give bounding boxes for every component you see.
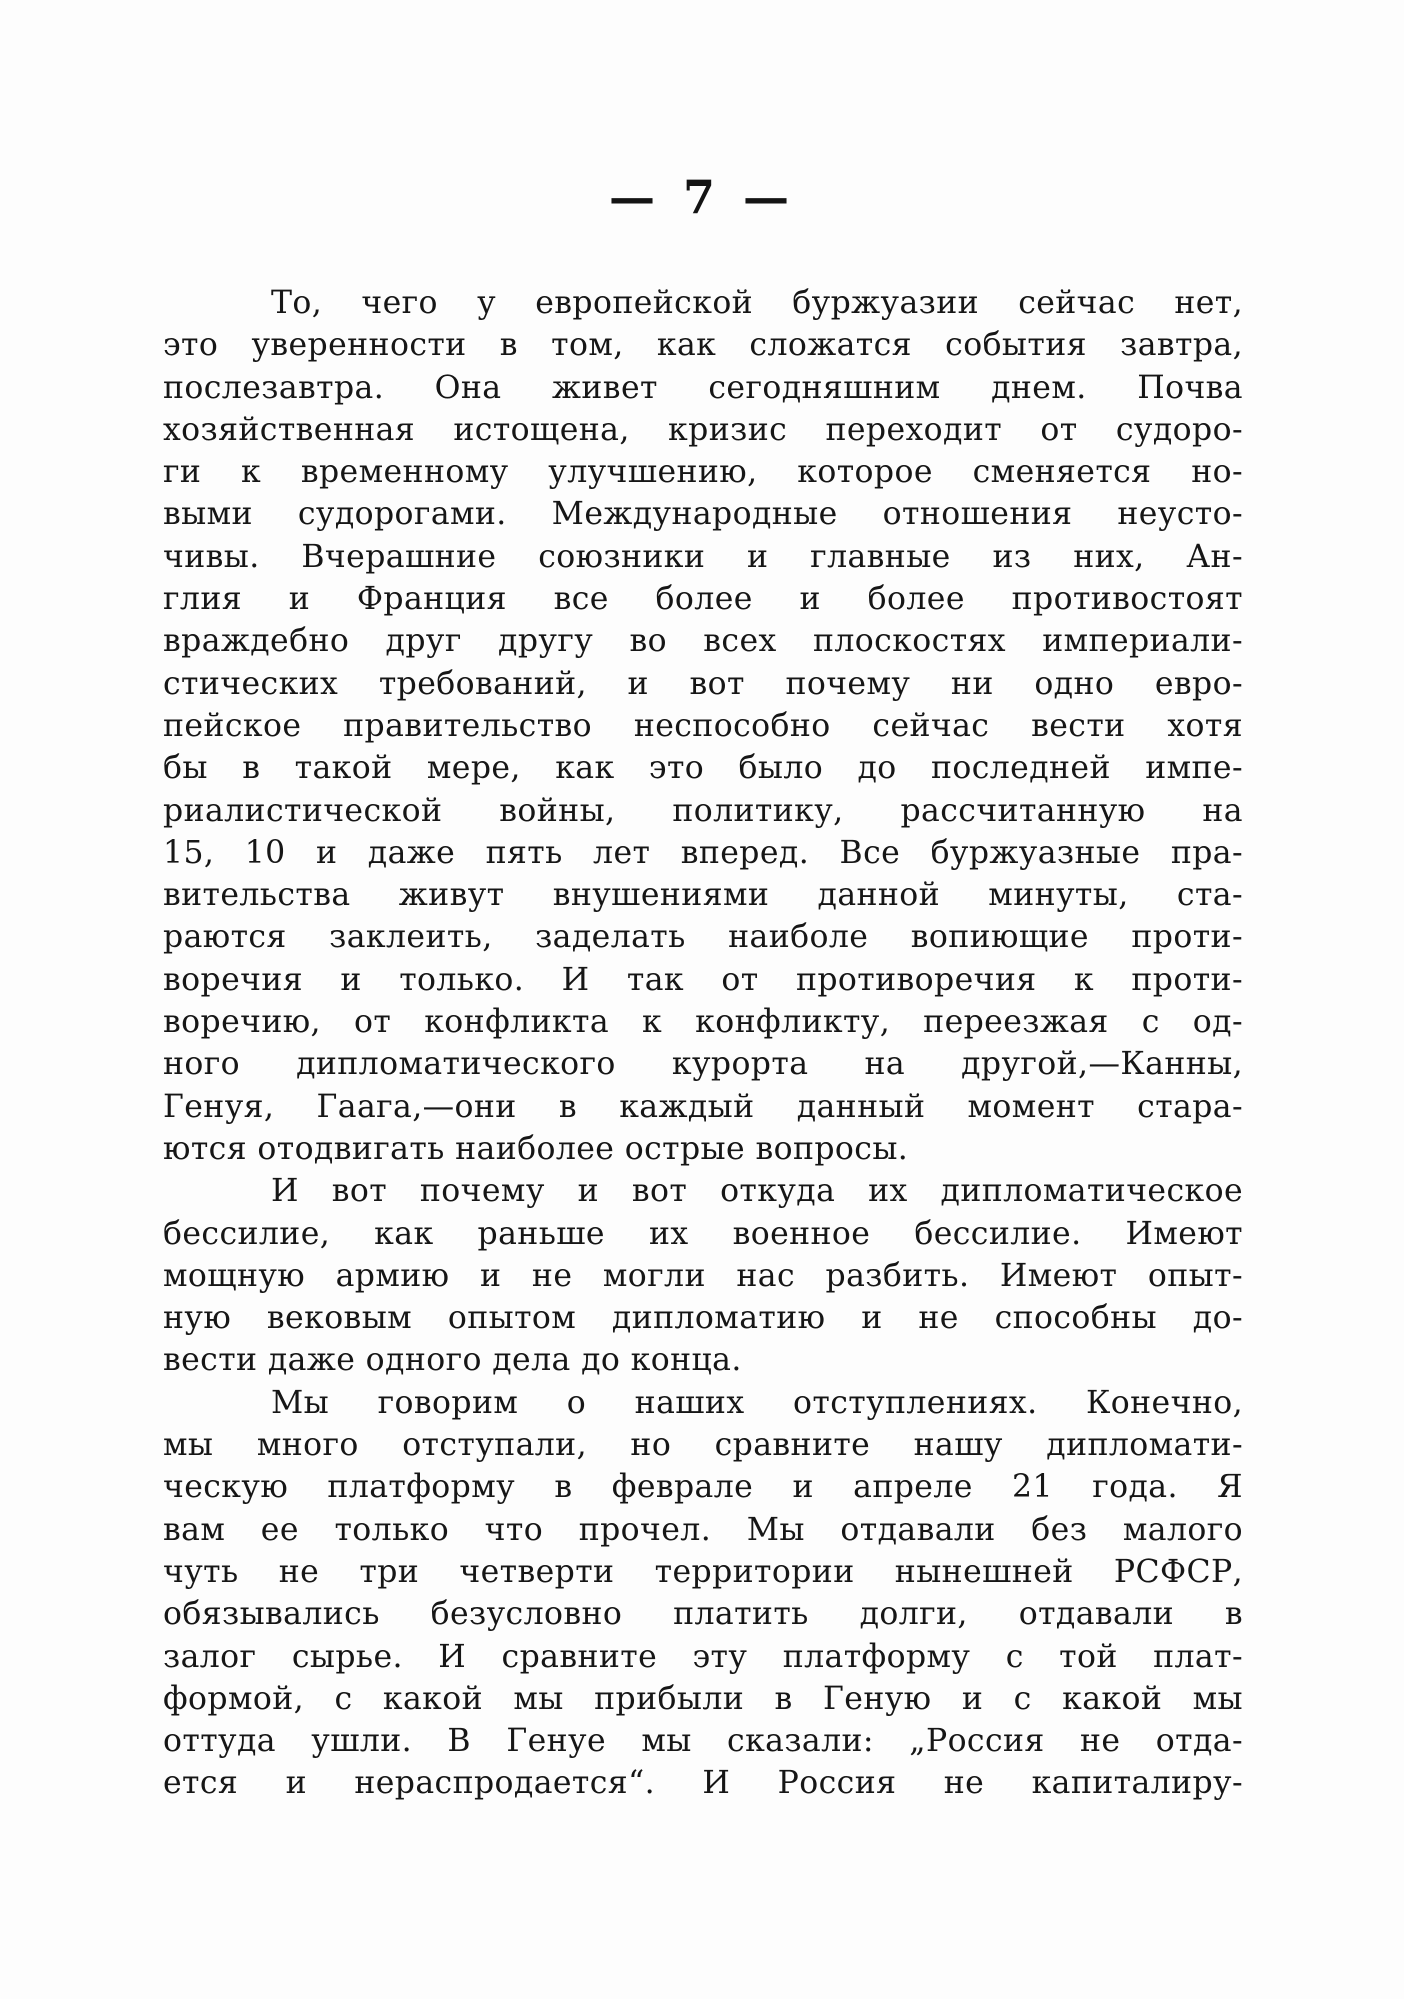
text-line: это уверенности в том, как сложатся события завтра, — [163, 327, 1243, 364]
text-line: 15, 10 и даже пять лет вперед. Все буржуазные пра- — [163, 834, 1243, 871]
text-line: ется и нераспродается“. И Россия не капиталиру- — [163, 1765, 1243, 1802]
text-line: вам ее только что прочел. Мы отдавали без малого — [163, 1511, 1243, 1548]
text-line: формой, с какой мы прибыли в Геную и с какой мы — [163, 1680, 1243, 1717]
page-number: — 7 — — [608, 170, 796, 224]
text-line: вести даже одного дела до конца. — [163, 1342, 742, 1379]
text-line: бы в такой мере, как это было до последней импе- — [163, 750, 1243, 787]
paragraph-3 — [163, 1382, 1243, 1805]
text-line: хозяйственная истощена, кризис переходит от судоро- — [163, 411, 1243, 448]
text-line: ются отодвигать наиболее острые вопросы. — [163, 1130, 909, 1167]
text-line: стических требований, и вот почему ни одно евро- — [163, 665, 1243, 702]
text-line: послезавтра. Она живет сегодняшним днем. Почва — [163, 369, 1243, 406]
text-line: оттуда ушли. В Генуе мы сказали: „Россия не отда- — [163, 1723, 1243, 1760]
text-line: мы много отступали, но сравните нашу дипломати- — [163, 1427, 1243, 1464]
text-line: ного дипломатического курорта на другой,—Канны, — [163, 1046, 1243, 1083]
text-line: враждебно друг другу во всех плоскостях империали- — [163, 623, 1243, 660]
text-line: воречия и только. И так от противоречия к проти- — [163, 961, 1243, 998]
text-line: риалистической войны, политику, рассчитанную на — [163, 792, 1243, 829]
text-line: Мы говорим о наших отступлениях. Конечно, — [271, 1384, 1243, 1421]
text-line: мощную армию и не могли нас разбить. Имеют опыт- — [163, 1257, 1243, 1294]
text-line: ческую платформу в феврале и апреле 21 года. Я — [163, 1469, 1243, 1506]
body-text — [163, 282, 1243, 1805]
text-line: вительства живут внушениями данной минуты, ста- — [163, 877, 1243, 914]
text-line: глия и Франция все более и более противостоят — [163, 581, 1243, 618]
text-line: ги к временному улучшению, которое сменяется но- — [163, 454, 1243, 491]
text-line: То, чего у европейской буржуазии сейчас нет, — [271, 285, 1243, 321]
text-line: Генуя, Гаага,—они в каждый данный момент стара- — [163, 1088, 1243, 1125]
text-line: воречию, от конфликта к конфликту, переезжая с од- — [163, 1004, 1243, 1041]
text-line: И вот почему и вот откуда их дипломатическое — [271, 1173, 1243, 1210]
text-line: обязывались безусловно платить долги, отдавали в — [163, 1596, 1243, 1633]
text-line: выми судорогами. Международные отношения неусто- — [163, 496, 1243, 533]
paragraph-2 — [163, 1170, 1243, 1381]
text-line: ную вековым опытом дипломатию и не способны до- — [163, 1300, 1243, 1337]
paragraph-1 — [163, 282, 1243, 1170]
text-line: залог сырье. И сравните эту платформу с той плат- — [163, 1638, 1243, 1675]
text-line: чуть не три четверти территории нынешней РСФСР, — [163, 1553, 1243, 1590]
text-line: пейское правительство неспособно сейчас вести хотя — [163, 707, 1243, 744]
text-line: бессилие, как раньше их военное бессилие. Имеют — [163, 1215, 1243, 1252]
text-line: раются заклеить, заделать наиболе вопиющие проти- — [163, 919, 1243, 956]
text-line: чивы. Вчерашние союзники и главные из них, Ан- — [163, 538, 1243, 575]
